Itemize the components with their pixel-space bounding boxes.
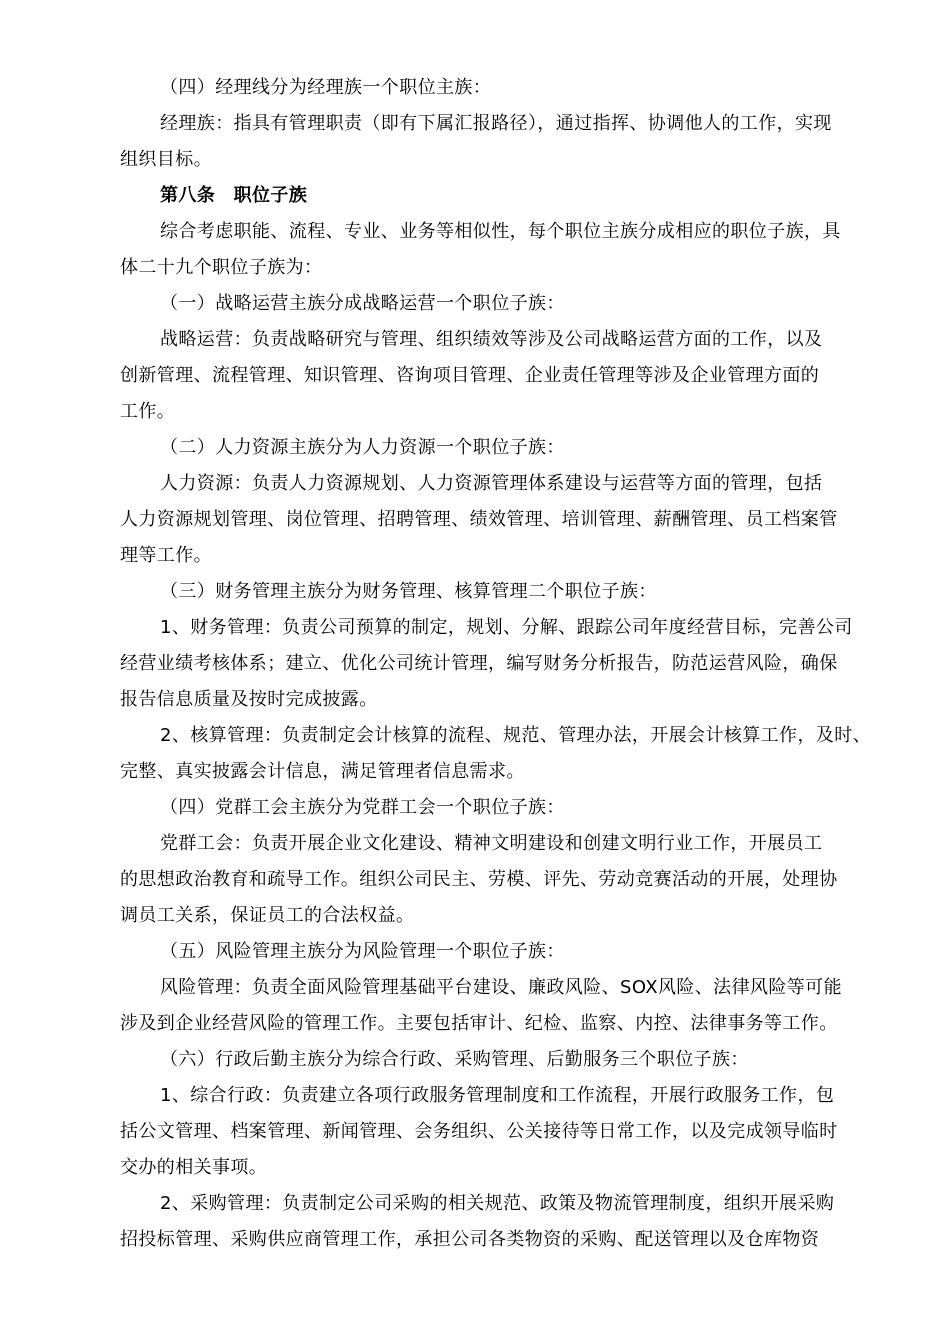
section-heading-manager-line: （四）经理线分为经理族一个职位主族： <box>160 77 492 98</box>
paragraph-line: 战略运营：负责战略研究与管理、组织绩效等涉及公司战略运营方面的工作，以及 <box>160 329 823 350</box>
paragraph-line: 工作。 <box>120 401 176 422</box>
paragraph-line: 报告信息质量及按时完成披露。 <box>120 689 378 710</box>
paragraph-line: 1、综合行政：负责建立各项行政服务管理制度和工作流程，开展行政服务工作，包 <box>160 1085 835 1106</box>
section-heading: （六）行政后勤主族分为综合行政、采购管理、后勤服务三个职位子族： <box>160 1049 749 1070</box>
paragraph-line: 经营业绩考核体系；建立、优化公司统计管理，编写财务分析报告，防范运营风险，确保 <box>120 653 838 674</box>
paragraph-line: 涉及到企业经营风险的管理工作。主要包括审计、纪检、监察、内控、法律事务等工作。 <box>120 1013 838 1034</box>
paragraph-line: 党群工会：负责开展企业文化建设、精神文明建设和创建文明行业工作，开展员工 <box>160 833 823 854</box>
paragraph-line: 调员工关系，保证员工的合法权益。 <box>120 905 415 926</box>
section-heading: （五）风险管理主族分为风险管理一个职位子族： <box>160 941 565 962</box>
paragraph-line: 组织目标。 <box>120 149 212 170</box>
paragraph-line: 招投标管理、采购供应商管理工作，承担公司各类物资的采购、配送管理以及仓库物资 <box>120 1229 820 1250</box>
paragraph-line: 风险管理：负责全面风险管理基础平台建设、廉政风险、SOX风险、法律风险等可能 <box>160 977 842 998</box>
section-heading: （一）战略运营主族分成战略运营一个职位子族： <box>160 293 565 314</box>
paragraph-line: 创新管理、流程管理、知识管理、咨询项目管理、企业责任管理等涉及企业管理方面的 <box>120 365 820 386</box>
article-heading: 第八条 职位子族 <box>160 185 308 206</box>
paragraph-line: 体二十九个职位子族为： <box>120 257 323 278</box>
paragraph-line: 2、核算管理：负责制定会计核算的流程、规范、管理办法，开展会计核算工作，及时、 <box>160 725 872 746</box>
paragraph-line: 经理族：指具有管理职责（即有下属汇报路径），通过指挥、协调他人的工作，实现 <box>160 113 832 134</box>
paragraph-line: 的思想政治教育和疏导工作。组织公司民主、劳模、评先、劳动竞赛活动的开展，处理协 <box>120 869 838 890</box>
paragraph-line: 1、财务管理：负责公司预算的制定，规划、分解、跟踪公司年度经营目标，完善公司 <box>160 617 853 638</box>
paragraph-line: 理等工作。 <box>120 545 212 566</box>
paragraph-line: 人力资源：负责人力资源规划、人力资源管理体系建设与运营等方面的管理，包括 <box>160 473 823 494</box>
paragraph-line: 交办的相关事项。 <box>120 1157 268 1178</box>
section-heading: （三）财务管理主族分为财务管理、核算管理二个职位子族： <box>160 581 657 602</box>
paragraph-line: 人力资源规划管理、岗位管理、招聘管理、绩效管理、培训管理、薪酬管理、员工档案管 <box>120 509 838 530</box>
section-heading: （四）党群工会主族分为党群工会一个职位子族： <box>160 797 565 818</box>
paragraph-line: 完整、真实披露会计信息，满足管理者信息需求。 <box>120 761 525 782</box>
paragraph-line: 2、采购管理：负责制定公司采购的相关规范、政策及物流管理制度，组织开展采购 <box>160 1193 835 1214</box>
paragraph-line: 括公文管理、档案管理、新闻管理、会务组织、公关接待等日常工作，以及完成领导临时 <box>120 1121 838 1142</box>
section-heading: （二）人力资源主族分为人力资源一个职位子族： <box>160 437 565 458</box>
paragraph-line: 综合考虑职能、流程、专业、业务等相似性，每个职位主族分成相应的职位子族，具 <box>160 221 841 242</box>
